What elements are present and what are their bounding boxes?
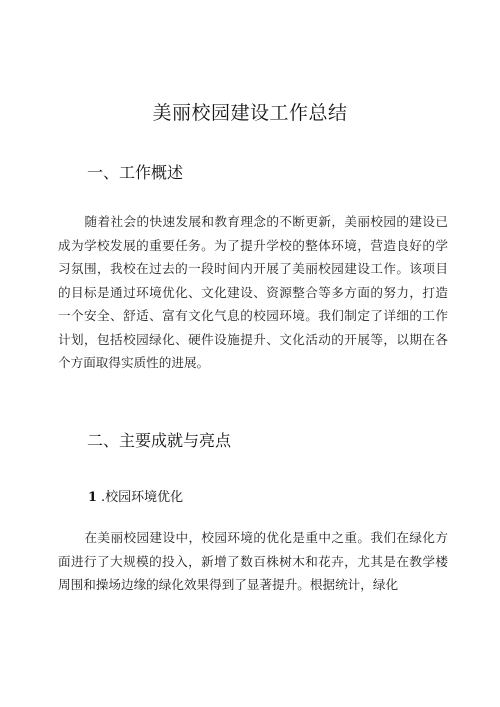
section-heading-overview: 一、工作概述: [87, 163, 184, 182]
subsection-number: 1: [88, 490, 98, 505]
document-title: 美丽校园建设工作总结: [152, 102, 348, 124]
paragraph-text: 随着社会的快速发展和教育理念的不断更新，美丽校园的建设已成为学校发展的重要任务。为了提升学校的整体环境，营造良好的学习氛围，我校在过去的一段时间内开展了美丽校园建设工作。该项目的目标是通过环境优化、文化建设、资源整合等多方面的努力，打造一个安全、舒适、富有文化气息的校园环境。我们制定了详细的工作计划，包括校园绿化、硬件设施提升、文化活动的开展等，以期在各个方面取得实质性的进展。: [58, 214, 448, 370]
section-heading-achievements: 二、主要成就与亮点: [87, 431, 232, 450]
subsection-paragraph-environment: [58, 526, 448, 597]
subsection-title: .校园环境优化: [101, 490, 184, 505]
subsection-heading-environment: [88, 486, 183, 505]
section-paragraph-overview: [58, 210, 448, 375]
paragraph-text: 在美丽校园建设中，校园环境的优化是重中之重。我们在绿化方面进行了大规模的投入，新增了数百株树木和花卉，尤其是在教学楼周围和操场边缘的绿化效果得到了显著提升。根据统计，绿化: [58, 530, 448, 592]
